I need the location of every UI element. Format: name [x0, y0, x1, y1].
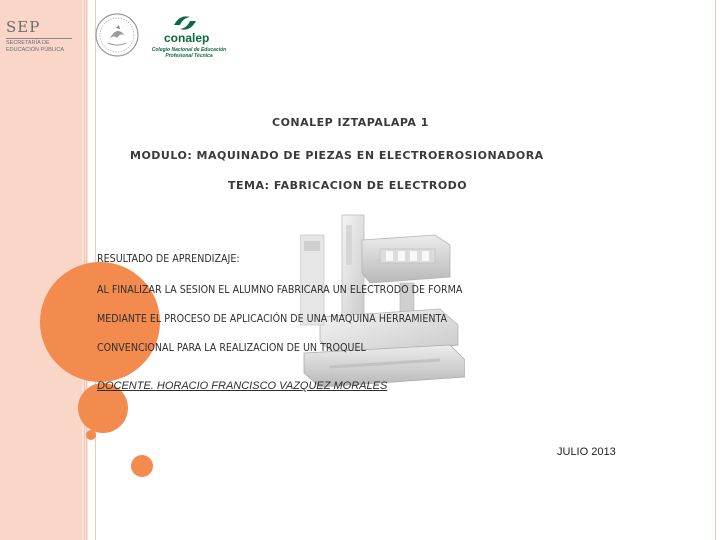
objective-line-1: AL FINALIZAR LA SESION EL ALUMNO FABRICARA UN ELECTRODO DE FORMA	[97, 284, 463, 296]
conalep-subtitle-line2: Profesional Técnica	[165, 53, 213, 59]
decor-circle-small	[131, 455, 153, 477]
decor-circle-small	[86, 430, 96, 440]
sep-logo	[6, 18, 76, 54]
result-heading: RESULTADO DE APRENDIZAJE:	[97, 253, 240, 265]
sep-rule	[6, 38, 72, 39]
mexico-seal-icon	[94, 12, 140, 58]
sep-title: SEP	[6, 18, 41, 36]
module-title: MODULO: MAQUINADO DE PIEZAS EN ELECTROEROSIONADORA	[130, 149, 544, 162]
edm-machine-image	[300, 205, 465, 390]
conalep-wordmark: conalep	[164, 31, 210, 45]
sep-subtitle-line1: SECRETARÍA DE	[6, 40, 50, 46]
topic-title: TEMA: FABRICACION DE ELECTRODO	[228, 179, 468, 192]
date-label: JULIO 2013	[557, 446, 616, 458]
teacher-name: DOCENTE. HORACIO FRANCISCO VAZQUEZ MORALES	[97, 380, 388, 392]
conalep-subtitle	[147, 47, 231, 59]
objective-line-3: CONVENCIONAL PARA LA REALIZACION DE UN TROQUEL	[97, 342, 366, 354]
sep-subtitle-line2: EDUCACIÓN PÚBLICA	[6, 47, 65, 53]
school-title: CONALEP IZTAPALAPA 1	[272, 116, 429, 129]
sep-subtitle	[6, 40, 76, 54]
objective-line-2: MEDIANTE EL PROCESO DE APLICACIÓN DE UNA MAQUINA HERRAMIENTA	[97, 313, 448, 325]
conalep-subtitle-line1: Colegio Nacional de Educación	[151, 47, 227, 53]
